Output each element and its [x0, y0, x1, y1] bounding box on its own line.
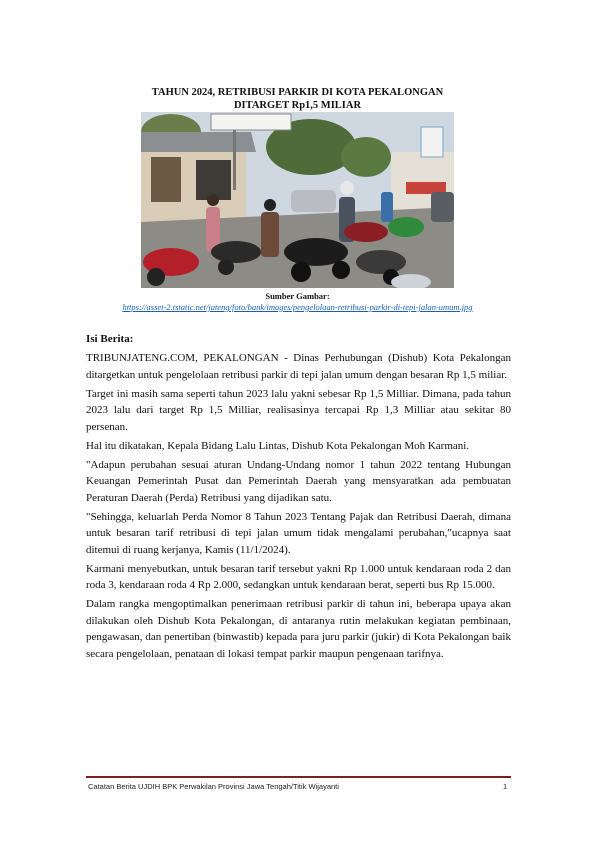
caption-label: Sumber Gambar:: [265, 291, 330, 301]
page-number: 1: [503, 782, 508, 791]
title-line-1: TAHUN 2024, RETRIBUSI PARKIR DI KOTA PEKALONGAN: [151, 87, 444, 98]
section-label: Isi Berita:: [86, 333, 134, 345]
paragraph: Karmani menyebutkan, untuk besaran tarif tersebut yakni Rp 1.000 untuk kendaraan roda 2 dan roda 3, kendaraan roda 4 Rp 2.000, sedangkan untuk kendaraan berat, seperti bus Rp 15.000.: [86, 562, 511, 591]
paragraph: Dalam rangka mengoptimalkan penerimaan retribusi parkir di tahun ini, beberapa upaya akan dilakukan oleh Dishub Kota Pekalongan, di antaranya rutin melakukan kegiatan pembinaan, pengawasan, dan penertiban (binwastib) kepada para juru parkir (jukir) di Kota Pekalongan baik secara pengelolaan, penataan di lokasi tempat parkir maupun pengenaan tarifnya.: [86, 598, 511, 660]
paragraph: "Adapun perubahan sesuai aturan Undang-Undang nomor 1 tahun 2022 tentang Hubungan Keuangan Pemerintah Pusat dan Pemerintah Daerah yang mensyaratkan ada pembuatan Peraturan Daerah (Perda) Retribusi yang dijadikan satu.: [86, 458, 511, 504]
caption-source-link[interactable]: https://asset-2.tstatic.net/jateng/foto/bank/images/pengelolaan-retribusi-parkir-di-tepi-jalan-umum.jpg: [122, 302, 473, 312]
paragraph: Target ini masih sama seperti tahun 2023 lalu yakni sebesar Rp 1,5 Milliar. Dimana, pada tahun 2023 lalu dari target Rp 1,5 Milliar, realisasinya tercapai Rp 1,3 Milliar atau sekitar 80 persenan.: [86, 387, 511, 433]
paragraph: Hal itu dikatakan, Kepala Bidang Lalu Lintas, Dishub Kota Pekalongan Moh Karmani.: [86, 439, 470, 452]
title-line-2: DITARGET Rp1,5 MILIAR: [233, 100, 362, 111]
footer-divider: [86, 776, 511, 778]
paragraph: "Sehingga, keluarlah Perda Nomor 8 Tahun 2023 Tentang Pajak dan Retribusi Daerah, dimana untuk besaran tarif retribusi di tepi jalan umum tidak mengalami perubahan,"ucapnya saat ditemui di ruang kerjanya, Kamis (11/1/2024).: [86, 510, 511, 556]
article-title: [120, 86, 475, 112]
image-caption: [80, 291, 515, 313]
news-photo: [141, 112, 454, 288]
paragraph: TRIBUNJATENG.COM, PEKALONGAN - Dinas Perhubungan (Dishub) Kota Pekalongan ditargetkan untuk pengelolaan retribusi parkir di tepi jalan umum dengan besaran Rp 1,5 miliar.: [86, 352, 511, 381]
article-body: [86, 350, 511, 665]
footer-text: Catatan Berita UJDIH BPK Perwakilan Provinsi Jawa Tengah/Titik Wijayanti: [88, 782, 339, 791]
